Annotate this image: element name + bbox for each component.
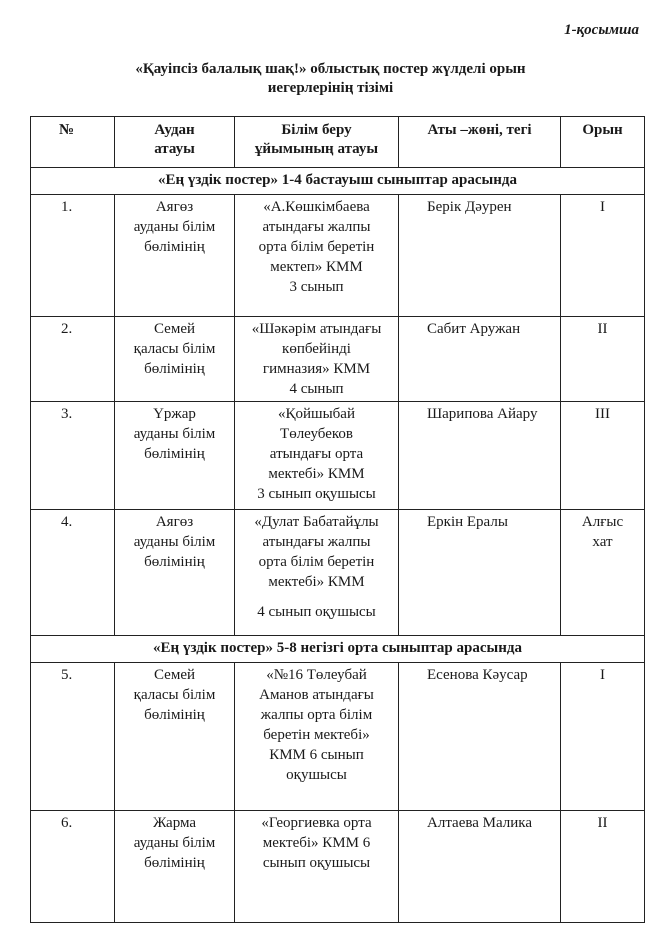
row-place: II — [561, 317, 645, 402]
section-title: «Ең үздік постер» 5-8 негізгі орта сыныптар арасында — [31, 636, 645, 663]
header-name: Аты –жөні, тегі — [399, 117, 561, 168]
document-title — [0, 60, 661, 98]
row-org: «Георгиевка орта мектебі» КММ 6 сынып оқушысы — [235, 811, 399, 923]
row-org: «Шәкәрім атындағы көпбейінді гимназия» КММ 4 сынып — [235, 317, 399, 402]
winners-table — [30, 116, 645, 923]
title-line-2: иегерлерінің тізімі — [267, 80, 394, 96]
row-district: Семей қаласы білім бөлімінің — [115, 663, 235, 811]
row-place: II — [561, 811, 645, 923]
row-name: Берік Дәурен — [399, 195, 561, 317]
row-district: Аягөз ауданы білім бөлімінің — [115, 195, 235, 317]
row-num: 1. — [31, 195, 115, 317]
annex-label: 1-қосымша — [564, 22, 639, 38]
row-org: «Қойшыбай Төлеубеков атындағы орта мектебі» КММ 3 сынып оқушысы — [235, 402, 399, 510]
table-row — [31, 663, 645, 811]
row-name: Алтаева Малика — [399, 811, 561, 923]
header-district: Аудан атауы — [115, 117, 235, 168]
table-row — [31, 402, 645, 510]
row-num: 2. — [31, 317, 115, 402]
header-org: Білім беру ұйымының атауы — [235, 117, 399, 168]
section-row-primary — [31, 168, 645, 195]
row-name: Сабит Аружан — [399, 317, 561, 402]
row-place: I — [561, 195, 645, 317]
row-district: Үржар ауданы білім бөлімінің — [115, 402, 235, 510]
section-row-middle — [31, 636, 645, 663]
table-row — [31, 195, 645, 317]
title-line-1: «Қауіпсіз балалық шақ!» облыстық постер жүлделі орын — [135, 61, 526, 77]
table-row — [31, 510, 645, 636]
row-district: Жарма ауданы білім бөлімінің — [115, 811, 235, 923]
row-place: III — [561, 402, 645, 510]
header-row — [31, 117, 645, 168]
section-title: «Ең үздік постер» 1-4 бастауыш сыныптар арасында — [31, 168, 645, 195]
row-num: 6. — [31, 811, 115, 923]
header-place: Орын — [561, 117, 645, 168]
table-row — [31, 317, 645, 402]
row-district: Семей қаласы білім бөлімінің — [115, 317, 235, 402]
row-name: Есенова Кәусар — [399, 663, 561, 811]
row-num: 4. — [31, 510, 115, 636]
header-num: № — [31, 117, 115, 168]
row-place: Алғыс хат — [561, 510, 645, 636]
row-num: 5. — [31, 663, 115, 811]
row-district: Аягөз ауданы білім бөлімінің — [115, 510, 235, 636]
row-org: «Дулат Бабатайұлы атындағы жалпы орта білім беретін мектебі» КММ 4 сынып оқушысы — [235, 510, 399, 636]
row-name: Шарипова Айару — [399, 402, 561, 510]
row-place: I — [561, 663, 645, 811]
row-org: «№16 Төлеубай Аманов атындағы жалпы орта білім беретін мектебі» КММ 6 сынып оқушысы — [235, 663, 399, 811]
table-row — [31, 811, 645, 923]
row-org: «А.Көшкімбаева атындағы жалпы орта білім беретін мектеп» КММ 3 сынып — [235, 195, 399, 317]
row-name: Еркін Ералы — [399, 510, 561, 636]
row-num: 3. — [31, 402, 115, 510]
